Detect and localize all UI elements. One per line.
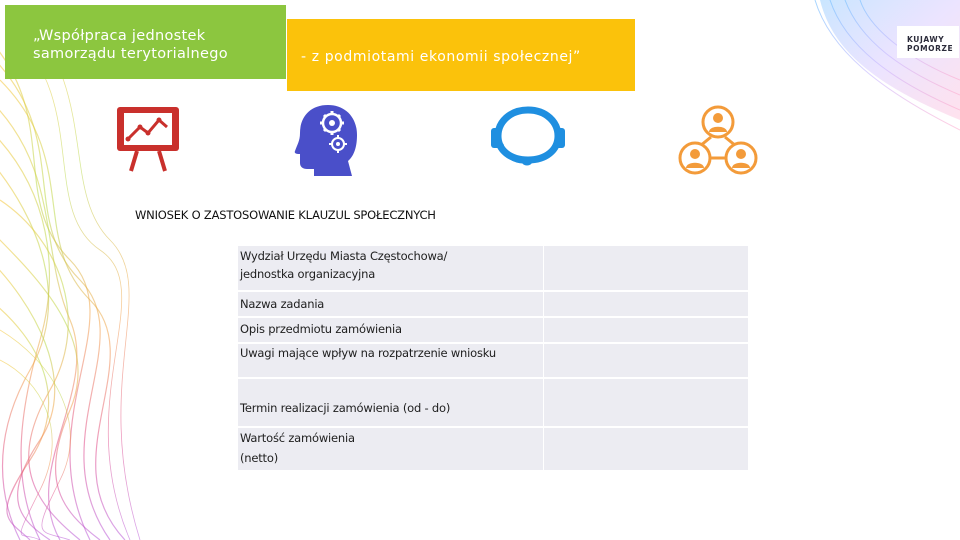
form-label: Wydział Urzędu Miasta Częstochowa/ jednostka organizacyjna — [240, 249, 448, 281]
form-row-task-name — [238, 292, 749, 316]
form-label-cell — [238, 246, 543, 290]
form-label-cell — [238, 379, 543, 426]
form-value-cell[interactable] — [544, 428, 748, 470]
title-left-text: „Współpraca jednostek samorządu terytorialnego — [33, 28, 228, 62]
kujawy-pomorze-logo — [897, 26, 959, 58]
form-row-value — [238, 428, 749, 470]
form-label: Nazwa zadania — [240, 297, 325, 311]
form-label: Wartość zamówienia (netto) — [240, 431, 355, 465]
form-label: Uwagi mające wpływ na rozpatrzenie wniosku — [240, 346, 496, 360]
title-right-text: - z podmiotami ekonomii społecznej” — [301, 49, 581, 65]
form-label: Termin realizacji zamówienia (od - do) — [240, 401, 451, 415]
form-title: WNIOSEK O ZASTOSOWANIE KLAUZUL SPOŁECZNYCH — [135, 208, 436, 222]
title-banner-left — [5, 5, 286, 79]
form-label-cell — [238, 344, 543, 377]
form-label: Opis przedmiotu zamówienia — [240, 322, 402, 336]
form-value-cell[interactable] — [544, 318, 748, 342]
form-label-cell — [238, 428, 543, 470]
form-row-deadline — [238, 379, 749, 426]
form-label-cell — [238, 292, 543, 316]
form-row-remarks — [238, 344, 749, 377]
logo-line1: KUJAWY — [907, 35, 945, 44]
form-row-department — [238, 246, 749, 290]
head-gears-icon — [294, 103, 358, 177]
form-value-cell[interactable] — [544, 344, 748, 377]
form-value-cell[interactable] — [544, 292, 748, 316]
form-label-cell — [238, 318, 543, 342]
people-network-icon — [678, 104, 758, 178]
form-value-cell[interactable] — [544, 379, 748, 426]
form-value-cell[interactable] — [544, 246, 748, 290]
presentation-chart-icon — [115, 105, 181, 173]
headset-support-icon — [490, 104, 566, 168]
title-banner-right — [287, 19, 635, 91]
form-row-description — [238, 318, 749, 342]
logo-line2: POMORZE — [907, 44, 954, 53]
